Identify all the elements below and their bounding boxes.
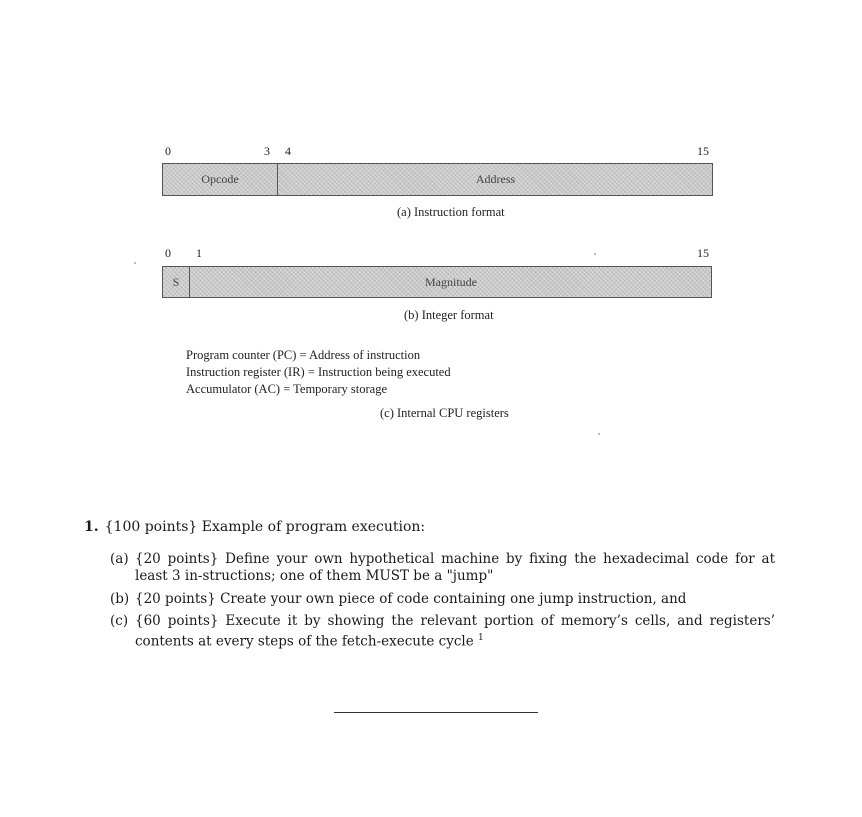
bit-label-0: 0 [165,246,171,260]
list-item [110,613,775,651]
caption-a: (a) Instruction format [397,205,505,219]
register-pc: Program counter (PC) = Address of instruction [186,348,421,362]
caption-b: (b) Integer format [404,308,494,322]
item-label: (b) [110,591,130,607]
bit-label-15: 15 [697,144,709,158]
question-text: {100 points} Example of program execution: [104,519,426,535]
bit-label-15: 15 [697,246,709,260]
question-number: 1. [84,519,99,535]
item-text: {20 points} Define your own hypothetical machine by fixing the hexadecimal code for at least 3 in-structions; one of them MUST be a "jump" [135,551,775,584]
bit-label-0: 0 [165,144,171,158]
register-ac: Accumulator (AC) = Temporary storage [186,382,388,396]
field-divider [189,267,190,297]
scan-speck [134,262,136,264]
list-item [110,551,775,585]
item-label: (a) [110,551,129,567]
list-item [110,591,775,608]
address-field: Address [475,172,516,186]
field-divider [277,164,278,195]
bit-label-4: 4 [285,144,291,158]
item-text: {20 points} Create your own piece of code containing one jump instruction, and [135,591,687,607]
opcode-field: Opcode [201,172,239,186]
caption-c: (c) Internal CPU registers [380,406,509,420]
bit-label-3: 3 [264,144,270,158]
magnitude-field: Magnitude [425,274,477,289]
scan-speck [594,253,596,255]
item-text: {60 points} Execute it by showing the relevant portion of memory’s cells, and registers’ contents at every steps of the fetch-execute cycle [135,613,775,650]
integer-format-box [162,266,712,298]
sign-field: S [172,274,180,289]
footnote-rule [334,712,538,713]
bit-label-1: 1 [196,246,202,260]
instruction-format-box [162,163,713,196]
item-label: (c) [110,613,129,629]
scan-speck [598,433,600,435]
register-ir: Instruction register (IR) = Instruction being executed [186,365,451,379]
footnote-marker: 1 [478,633,484,643]
question-title [84,519,425,535]
